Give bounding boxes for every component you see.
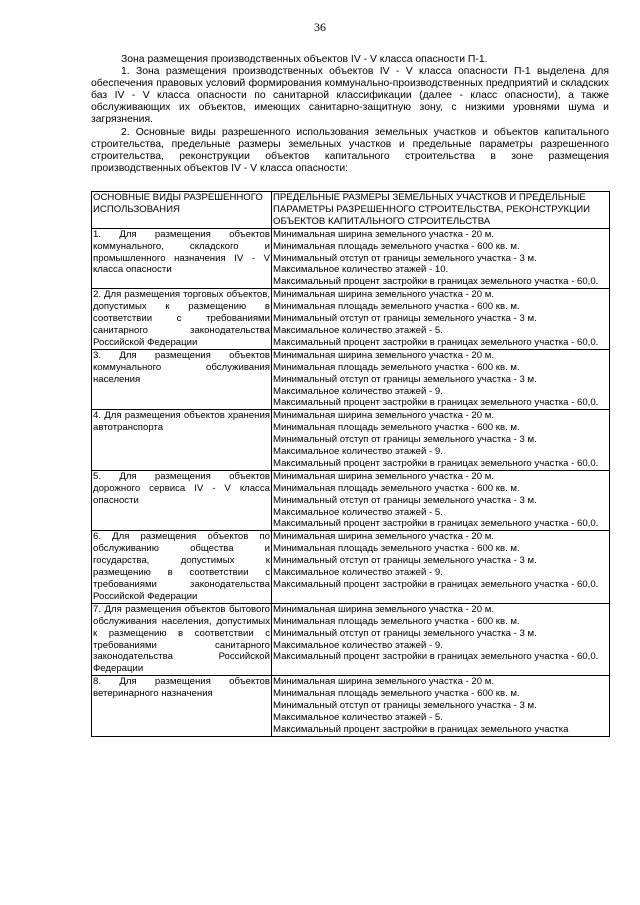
table-row bbox=[92, 410, 610, 471]
permitted-use-cell: 6. Для размещения объектов по обслуживанию общества и государства, допустимых к размещению в соответствии с требованиями законодательства Российской Федерации bbox=[93, 531, 270, 602]
parameter-line: Максимальный процент застройки в границах земельного участка bbox=[273, 723, 569, 735]
permitted-use-cell: 8. Для размещения объектов ветеринарного назначения bbox=[92, 676, 272, 737]
parameter-line: Максимальный процент застройки в границах земельного участка - 60,0. bbox=[273, 336, 599, 348]
parameter-line: Минимальный отступ от границы земельного участка - 3 м. bbox=[273, 373, 537, 385]
parameters-cell bbox=[272, 676, 610, 737]
table-body bbox=[92, 228, 610, 736]
parameter-line: Минимальная площадь земельного участка - 600 кв. м. bbox=[273, 543, 520, 555]
parameters-cell bbox=[272, 531, 610, 603]
header-limit-parameters: ПРЕДЕЛЬНЫЕ РАЗМЕРЫ ЗЕМЕЛЬНЫХ УЧАСТКОВ И ПРЕДЕЛЬНЫЕ ПАРАМЕТРЫ РАЗРЕШЕННОГО СТРОИТЕЛЬСТВА, РЕКОНСТРУКЦИИ ОБЪЕКТОВ КАПИТАЛЬНОГО СТРОИТЕЛЬСТВА bbox=[272, 192, 610, 229]
parameter-line: Максимальное количество этажей - 9. bbox=[273, 446, 443, 458]
parameter-line: Максимальное количество этажей - 9. bbox=[273, 639, 443, 651]
parameter-line: Минимальный отступ от границы земельного участка - 3 м. bbox=[273, 627, 537, 639]
parameter-line: Минимальный отступ от границы земельного участка - 3 м. bbox=[273, 555, 537, 567]
paragraph-2: 2. Основные виды разрешенного использования земельных участков и объектов капитального строительства, предельные размеры земельных участков и предельные параметры разрешенного строительства, реконструкции объектов капитального строительства в зоне размещения производственных объектов IV - V класса опасности: bbox=[91, 126, 609, 174]
parameter-line: Максимальный процент застройки в границах земельного участка - 60,0. bbox=[273, 457, 599, 469]
header-permitted-uses: ОСНОВНЫЕ ВИДЫ РАЗРЕШЕННОГО ИСПОЛЬЗОВАНИЯ bbox=[92, 192, 272, 229]
parameters-cell bbox=[272, 349, 610, 410]
parameter-line: Максимальный процент застройки в границах земельного участка - 60,0. bbox=[273, 579, 599, 590]
parameter-line: Минимальная площадь земельного участка - 600 кв. м. bbox=[273, 301, 520, 313]
parameter-line: Максимальный процент застройки в границах земельного участка - 60,0. bbox=[273, 276, 599, 288]
parameter-line: Минимальная площадь земельного участка - 600 кв. м. bbox=[273, 615, 520, 627]
parameter-line: Максимальный процент застройки в границах земельного участка - 60,0. bbox=[273, 651, 599, 663]
parameters-cell bbox=[272, 410, 610, 471]
parameters-cell bbox=[272, 603, 610, 675]
parameter-line: Максимальное количество этажей - 10. bbox=[273, 264, 449, 276]
table-row bbox=[92, 676, 610, 737]
permitted-use-cell: 5. Для размещения объектов дорожного сервиса IV - V класса опасности bbox=[92, 470, 272, 531]
parameter-line: Минимальный отступ от границы земельного участка - 3 м. bbox=[273, 434, 537, 446]
table-row bbox=[92, 289, 610, 350]
parameters-cell bbox=[272, 228, 610, 289]
parameter-line: Минимальный отступ от границы земельного участка - 3 м. bbox=[273, 494, 537, 506]
parameter-line: Минимальная ширина земельного участка - 20 м. bbox=[273, 410, 495, 422]
table-row bbox=[92, 603, 610, 675]
table-row bbox=[92, 531, 610, 603]
parameter-line: Минимальная ширина земельного участка - 20 м. bbox=[273, 289, 495, 301]
body-text bbox=[91, 54, 609, 175]
parameter-line: Максимальное количество этажей - 5. bbox=[273, 506, 443, 518]
parameter-line: Минимальная площадь земельного участка - 600 кв. м. bbox=[273, 482, 520, 494]
parameter-line: Максимальный процент застройки в границах земельного участка - 60,0. bbox=[273, 518, 599, 530]
parameter-line: Минимальная ширина земельного участка - 20 м. bbox=[273, 470, 495, 482]
parameter-line: Максимальное количество этажей - 5. bbox=[273, 711, 443, 723]
parameter-line: Максимальное количество этажей - 9. bbox=[273, 385, 443, 397]
parameter-line: Максимальное количество этажей - 5. bbox=[273, 324, 443, 336]
permitted-use-cell: 4. Для размещения объектов хранения автотранспорта bbox=[92, 410, 272, 471]
parameter-line: Минимальный отступ от границы земельного участка - 3 м. bbox=[273, 313, 537, 325]
permitted-use-cell: 1. Для размещения объектов коммунального, складского и промышленного назначения IV - V класса опасности bbox=[92, 228, 272, 289]
parameter-line: Минимальная площадь земельного участка - 600 кв. м. bbox=[273, 688, 520, 700]
parameter-line: Минимальная ширина земельного участка - 20 м. bbox=[273, 228, 495, 240]
parameter-line: Максимальный процент застройки в границах земельного участка - 60,0. bbox=[273, 397, 599, 409]
parameter-line: Минимальный отступ от границы земельного участка - 3 м. bbox=[273, 700, 537, 712]
permitted-use-cell: 3. Для размещения объектов коммунального обслуживания населения bbox=[92, 349, 272, 410]
permitted-use-cell: 7. Для размещения объектов бытового обслуживания населения, допустимых к размещению в соответствии с требованиями санитарного законодательства Российской Федерации bbox=[93, 603, 270, 675]
page-number: 36 bbox=[314, 20, 326, 34]
parameter-line: Минимальная ширина земельного участка - 20 м. bbox=[273, 676, 495, 688]
parameter-line: Минимальная площадь земельного участка - 600 кв. м. bbox=[273, 361, 520, 373]
parameter-line: Максимальное количество этажей - 9. bbox=[273, 567, 443, 579]
parameter-line: Минимальная площадь земельного участка - 600 кв. м. bbox=[273, 240, 520, 252]
parameters-cell bbox=[272, 289, 610, 350]
zone-heading: Зона размещения производственных объектов IV - V класса опасности П-1. bbox=[121, 54, 488, 65]
table-row bbox=[92, 349, 610, 410]
parameter-line: Минимальная площадь земельного участка - 600 кв. м. bbox=[273, 422, 520, 434]
parameters-cell bbox=[272, 470, 610, 531]
parameter-line: Минимальная ширина земельного участка - 20 м. bbox=[273, 349, 495, 361]
parameter-line: Минимальный отступ от границы земельного участка - 3 м. bbox=[273, 252, 537, 264]
parameter-line: Минимальная ширина земельного участка - 20 м. bbox=[273, 531, 495, 543]
parameter-line: Минимальная ширина земельного участка - 20 м. bbox=[273, 603, 495, 615]
table-row bbox=[92, 228, 610, 289]
table-header-row bbox=[92, 192, 610, 229]
paragraph-1: 1. Зона размещения производственных объектов IV - V класса опасности П-1 выделена для обеспечения правовых условий формирования коммунально-производственных предприятий и складских баз IV - V класса опасности по санитарной классификации (далее - класс опасности), а также обслуживающих их объектов, имеющих санитарно-защитную зону, с низкими уровнями шума и загрязнения. bbox=[91, 66, 609, 126]
permitted-use-cell: 2. Для размещения торговых объектов, допустимых к размещению в соответствии с требованиями санитарного законодательства Российской Федерации bbox=[93, 289, 270, 348]
permitted-use-table bbox=[91, 191, 610, 737]
table-row bbox=[92, 470, 610, 531]
